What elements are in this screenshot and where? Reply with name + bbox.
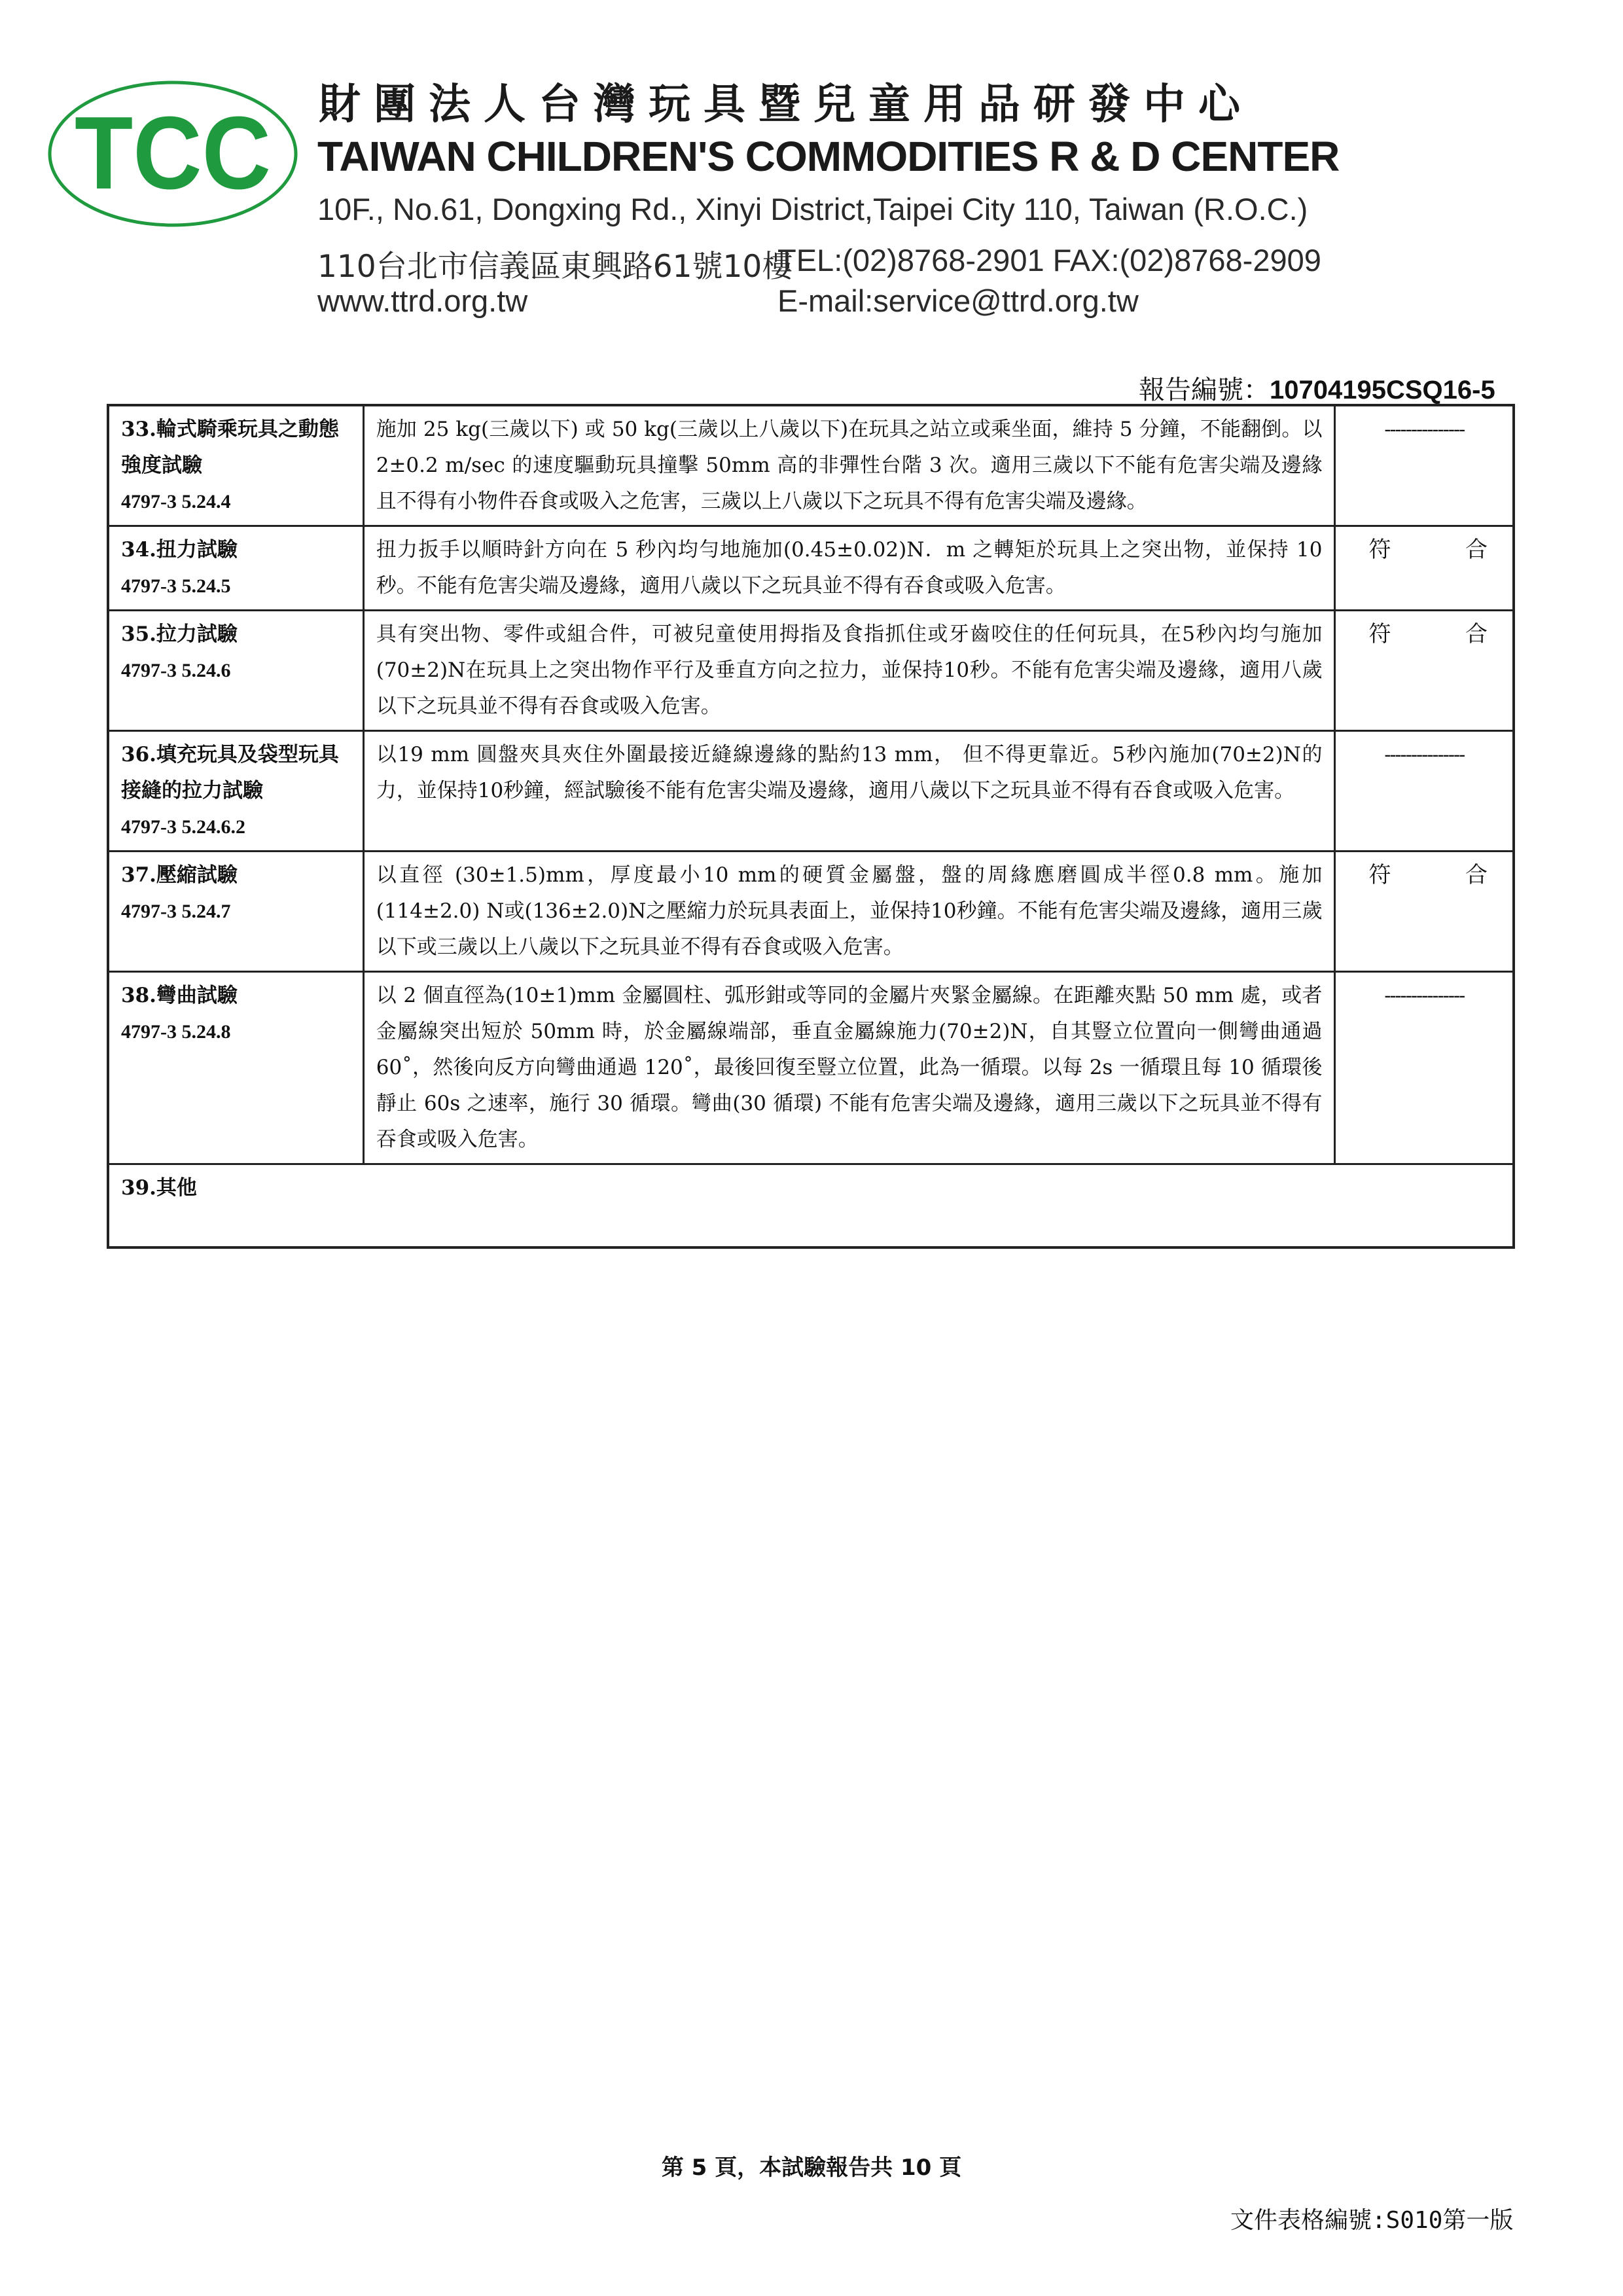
test-result-cell: [1335, 611, 1514, 731]
result-char: 符: [1368, 621, 1391, 647]
table-row-other: [108, 1164, 1514, 1248]
test-standard: 4797-3 5.24.8: [121, 1021, 231, 1043]
result-pass: [1344, 857, 1505, 893]
test-name: 34.扭力試驗: [121, 538, 238, 562]
result-pass: [1344, 617, 1505, 653]
test-standard: 4797-3 5.24.5: [121, 575, 231, 597]
result-not-applicable: ---------------: [1384, 984, 1465, 1007]
test-result-cell: [1335, 972, 1514, 1164]
result-not-applicable: ---------------: [1384, 744, 1465, 766]
test-result-cell: [1335, 526, 1514, 611]
table-row: [108, 405, 1514, 526]
test-name: 33.輪式騎乘玩具之動態強度試驗: [121, 418, 339, 477]
test-result-cell: [1335, 405, 1514, 526]
test-result-cell: [1335, 731, 1514, 852]
test-description: 以19 mm 圓盤夾具夾住外圍最接近縫線邊緣的點約13 mm， 但不得更靠近。5秒內施加(70±2)N的力，並保持10秒鐘，經試驗後不能有危害尖端及邊緣，適用八歲以下之玩具並不得有吞食或吸入危害。: [363, 731, 1335, 852]
result-char: 合: [1465, 862, 1488, 888]
test-item-cell: [108, 852, 363, 972]
contact-phone-fax: TEL:(02)8768-2901 FAX:(02)8768-2909: [777, 243, 1321, 278]
website-link[interactable]: www.ttrd.org.tw: [317, 283, 528, 318]
email-link[interactable]: E-mail:service@ttrd.org.tw: [777, 283, 1139, 318]
test-name: 37.壓縮試驗: [121, 863, 238, 887]
test-description: 扭力扳手以順時針方向在 5 秒內均勻地施加(0.45±0.02)N．m 之轉矩於玩具上之突出物，並保持 10 秒。不能有危害尖端及邊緣，適用八歲以下之玩具並不得有吞食或吸入危害。: [363, 526, 1335, 611]
address-en: 10F., No.61, Dongxing Rd., Xinyi District,Taipei City 110, Taiwan (R.O.C.): [317, 192, 1308, 226]
report-number: [1139, 369, 1495, 406]
table-row: [108, 611, 1514, 731]
logo-text: TCC: [75, 96, 271, 211]
tcc-logo: [45, 77, 301, 230]
table-row: [108, 526, 1514, 611]
result-char: 符: [1368, 862, 1391, 888]
test-description: 具有突出物、零件或組合件，可被兒童使用拇指及食指抓住或牙齒咬住的任何玩具，在5秒內均勻施加(70±2)N在玩具上之突出物作平行及垂直方向之拉力，並保持10秒。不能有危害尖端及邊緣，適用八歲以下之玩具並不得有吞食或吸入危害。: [363, 611, 1335, 731]
test-description: 以直徑 (30±1.5)mm，厚度最小10 mm的硬質金屬盤，盤的周緣應磨圓成半徑0.8 mm。施加(114±2.0) N或(136±2.0)N之壓縮力於玩具表面上，並保持10秒鐘。不能有危害尖端及邊緣，適用三歲以下或三歲以上八歲以下之玩具並不得有吞食或吸入危害。: [363, 852, 1335, 972]
test-item-cell: [108, 731, 363, 852]
table-row: [108, 731, 1514, 852]
letterhead: [0, 0, 1623, 340]
test-standard: 4797-3 5.24.6.2: [121, 816, 245, 838]
table-row: [108, 972, 1514, 1164]
result-pass: [1344, 532, 1505, 568]
test-name: 39.其他: [121, 1176, 197, 1200]
test-description: 施加 25 kg(三歲以下) 或 50 kg(三歲以上八歲以下)在玩具之站立或乘坐面，維持 5 分鐘，不能翻倒。以 2±0.2 m/sec 的速度驅動玩具撞擊 50mm 高的非彈性台階 3 次。適用三歲以下不能有危害尖端及邊緣且不得有小物件吞食或吸入之危害，三歲以上八歲以下之玩具不得有危害尖端及邊緣。: [363, 405, 1335, 526]
test-result-cell: [1335, 852, 1514, 972]
report-number-value: 10704195CSQ16-5: [1270, 376, 1495, 404]
test-item-cell: [108, 405, 363, 526]
table-row: [108, 852, 1514, 972]
test-description: 以 2 個直徑為(10±1)mm 金屬圓柱、弧形鉗或等同的金屬片夾緊金屬線。在距離夾點 50 mm 處，或者金屬線突出短於 50mm 時，於金屬線端部，垂直金屬線施力(70±2)N，自其豎立位置向一側彎曲通過 60˚，然後向反方向彎曲通過 120˚，最後回復至豎立位置，此為一循環。以每 2s 一循環且每 10 循環後靜止 60s 之速率，施行 30 循環。彎曲(30 循環) 不能有危害尖端及邊緣，適用三歲以下之玩具並不得有吞食或吸入危害。: [363, 972, 1335, 1164]
test-name: 36.填充玩具及袋型玩具接縫的拉力試驗: [121, 743, 339, 802]
other-item-cell: [108, 1164, 1514, 1248]
test-name: 35.拉力試驗: [121, 622, 238, 646]
test-item-cell: [108, 972, 363, 1164]
report-number-label: 報告編號：: [1139, 375, 1270, 405]
test-items-table: [107, 404, 1515, 1249]
page-number: 第 5 頁，本試驗報告共 10 頁: [661, 2155, 962, 2181]
test-standard: 4797-3 5.24.6: [121, 660, 231, 681]
test-item-cell: [108, 526, 363, 611]
result-char: 合: [1465, 621, 1488, 647]
form-number: 文件表格編號:S010第一版: [1230, 2207, 1514, 2234]
test-name: 38.彎曲試驗: [121, 984, 238, 1007]
result-not-applicable: ---------------: [1384, 418, 1465, 441]
result-char: 合: [1465, 537, 1488, 563]
org-name-zh: 財團法人台灣玩具暨兒童用品研發中心: [319, 81, 1253, 129]
address-zh: 110台北市信義區東興路61號10樓: [317, 249, 793, 285]
result-char: 符: [1368, 537, 1391, 563]
test-standard: 4797-3 5.24.4: [121, 491, 231, 512]
test-standard: 4797-3 5.24.7: [121, 901, 231, 922]
test-item-cell: [108, 611, 363, 731]
org-name-en: TAIWAN CHILDREN'S COMMODITIES R & D CENTER: [317, 133, 1340, 180]
